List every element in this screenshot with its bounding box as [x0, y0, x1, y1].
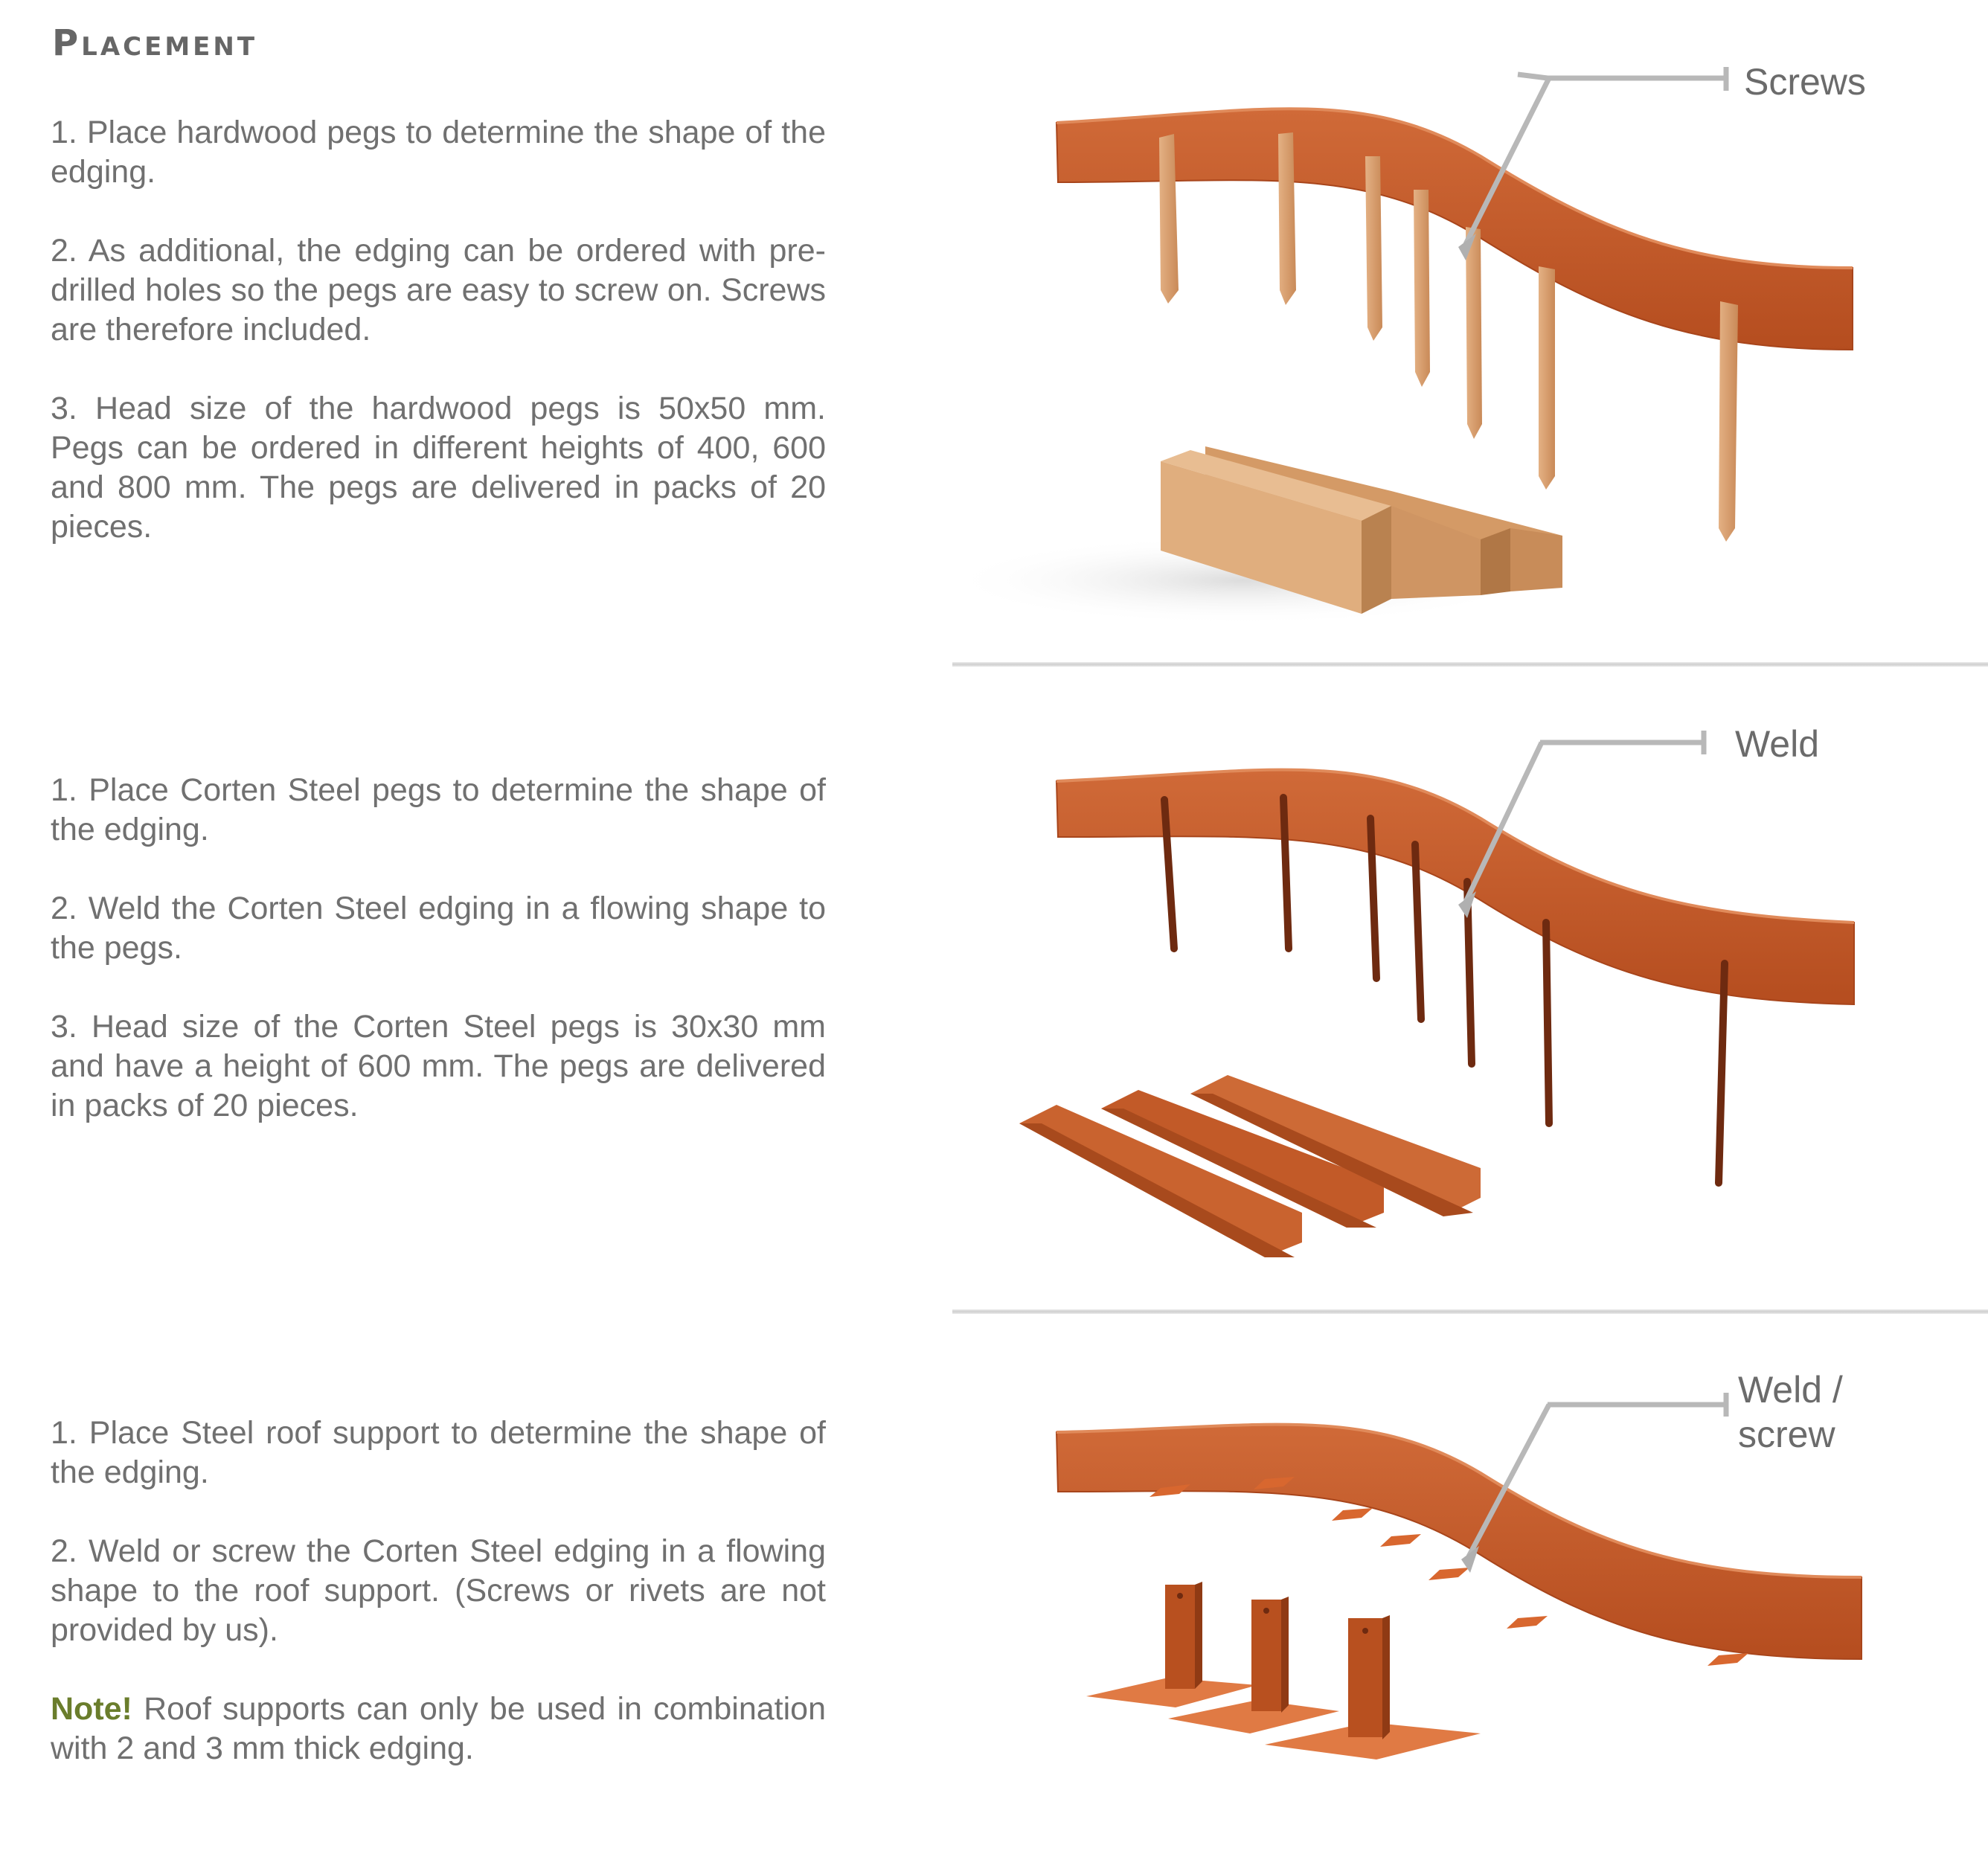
note-label: Note! [51, 1691, 132, 1727]
section-1-step-2: 2. As additional, the edging can be ordered with pre-drilled holes so the pegs are easy to screw on. Screws are therefore included. [51, 233, 826, 347]
section-3-step-2: 2. Weld or screw the Corten Steel edging in a flowing shape to the roof support. (Screws or rivets are not provided by us). [51, 1533, 826, 1648]
section-1-step-1: 1. Place hardwood pegs to determine the shape of the edging. [51, 115, 826, 190]
section-1-step-3: 3. Head size of the hardwood pegs is 50x50 mm. Pegs can be ordered in different heights of 400, 600 and 800 mm. The pegs are delivered in packs of 20 pieces. [51, 391, 826, 545]
section-3-note [51, 1690, 826, 1768]
section-3-step-1: 1. Place Steel roof support to determine the shape of the edging. [51, 1415, 826, 1490]
weld-screw-callout-line-1: Weld / [1738, 1369, 1843, 1411]
section-divider-2 [952, 1309, 1988, 1314]
wood-peg [1278, 132, 1296, 305]
corten-peg-pile [1019, 1075, 1481, 1257]
section-3-text [51, 1414, 826, 1808]
section-2-step-3: 3. Head size of the Corten Steel pegs is 30x30 mm and have a height of 600 mm. The pegs are delivered in packs of 20 pieces. [51, 1009, 826, 1123]
page-title: Placement [52, 22, 258, 64]
wood-peg [1466, 227, 1482, 439]
wood-peg [1719, 301, 1738, 542]
figure-roof-supports [945, 1354, 1988, 1854]
section-1-text [51, 113, 826, 586]
weld-screw-callout-line-2: screw [1738, 1414, 1835, 1455]
screws-callout-line [1518, 74, 1726, 78]
weld-callout: Weld [1735, 723, 1820, 765]
hardwood-pegs-illustration [945, 45, 1988, 670]
wood-peg [1365, 156, 1382, 341]
section-2-step-2: 2. Weld the Corten Steel edging in a flowing shape to the pegs. [51, 891, 826, 966]
wood-peg [1539, 266, 1555, 490]
screws-callout: Screws [1744, 61, 1866, 103]
roof-support-pile [1086, 1582, 1481, 1760]
figure-hardwood-pegs [945, 45, 1988, 670]
corten-pegs-illustration [945, 707, 1988, 1295]
note-text: Roof supports can only be used in combination with 2 and 3 mm thick edging. [51, 1691, 826, 1766]
figure-corten-pegs [945, 707, 1988, 1295]
section-2-step-1: 1. Place Corten Steel pegs to determine the shape of the edging. [51, 772, 826, 847]
weld-screw-callout [1738, 1367, 1843, 1457]
wood-peg [1414, 190, 1430, 387]
section-2-text [51, 771, 826, 1165]
section-divider-1 [952, 662, 1988, 667]
